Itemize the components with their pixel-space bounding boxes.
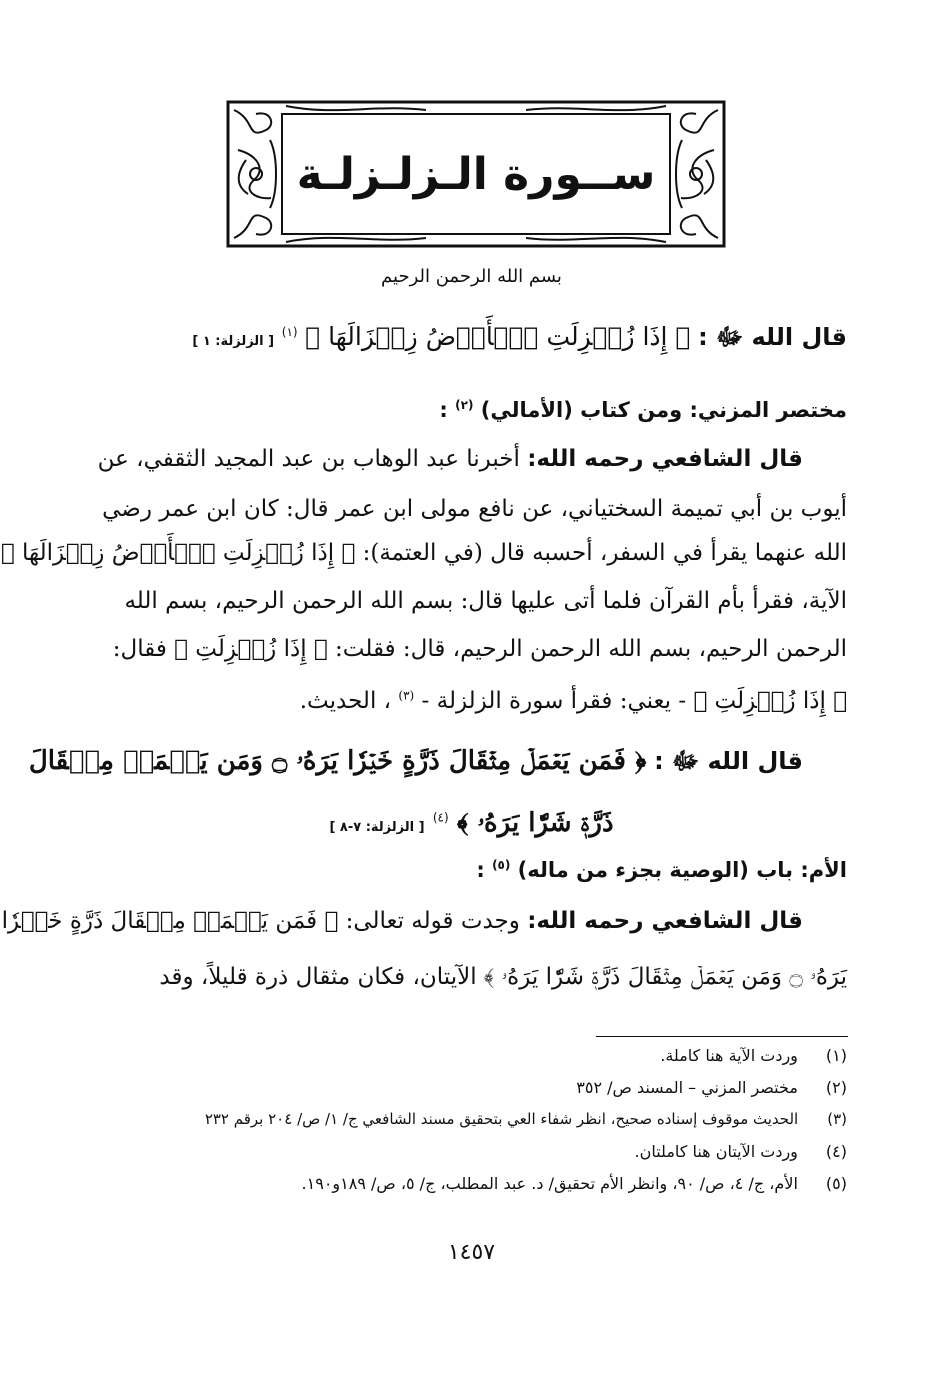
section-heading-umm xyxy=(96,858,847,882)
footnote-text: وردت الآية هنا كاملة. xyxy=(660,1046,798,1065)
ayah-text: ذَرَّةٖ شَرّٗا يَرَهُۥ ﴾ xyxy=(456,808,614,838)
footnote-number: (٤) xyxy=(825,1142,847,1161)
footnote-5 xyxy=(96,1174,847,1193)
footnote-marker: (٣) xyxy=(398,688,415,703)
para-text: ﴿ إِذَا زُلۡزِلَتِ ﴾ - يعني: فقرأ سورة الزلزلة - xyxy=(421,688,847,714)
footnote-separator xyxy=(596,1036,848,1037)
footnote-4 xyxy=(96,1142,847,1161)
para2-line-1 xyxy=(1,908,847,934)
footnote-text: وردت الآيتان هنا كاملتان. xyxy=(634,1142,798,1161)
ayah-reference: [ الزلزلة: ٧-٨ ] xyxy=(329,820,425,835)
section-heading-colon: : xyxy=(439,398,448,422)
quote-1 xyxy=(96,322,847,357)
ayah-text: ﴿ إِذَا زُلۡزِلَتِ ٱلۡأَرۡضُ زِلۡزَالَهَا ﴾ xyxy=(305,322,691,351)
para2-line-2: يَرَهُۥ ۝ وَمَن يَعۡمَلۡ مِثۡقَالَ ذَرَّةٖ شَرّٗا يَرَهُۥ ﴾ الآيتان، فكان مثقال ذرة قليلاً، وقد xyxy=(159,964,847,990)
footnote-number: (١) xyxy=(825,1046,847,1065)
para-lead: قال الشافعي رحمه الله: xyxy=(527,908,803,934)
para1-line-6 xyxy=(96,688,847,714)
footnote-1 xyxy=(96,1046,847,1065)
para1-line-3: الله عنهما يقرأ في السفر، أحسبه قال (في العتمة): ﴿ إِذَا زُلۡزِلَتِ ٱلۡأَرۡضُ زِلۡزَالَهَا ﴾ xyxy=(0,540,847,566)
footnote-marker: (٥) xyxy=(492,858,511,872)
footnote-number: (٥) xyxy=(825,1174,847,1193)
quote-speaker: قال الله ﷻ : xyxy=(698,323,847,351)
footnote-text: مختصر المزني – المسند ص/ ٣٥٢ xyxy=(576,1078,798,1097)
para1-line-2: أيوب بن أبي تميمة السختياني، عن نافع مولى ابن عمر قال: كان ابن عمر رضي xyxy=(102,496,847,522)
ayah-text: ﴿ فَمَن يَعۡمَلۡ مِثۡقَالَ ذَرَّةٍ خَيۡرٗا يَرَهُۥ ۝ وَمَن يَعۡمَلۡ مِثۡقَالَ xyxy=(28,746,647,776)
footnote-number: (٢) xyxy=(825,1078,847,1097)
para1-line-1 xyxy=(96,446,847,472)
quote-2-line-1 xyxy=(28,746,847,781)
footnote-marker: (٤) xyxy=(432,810,449,825)
footnote-text: الحديث موقوف إسناده صحيح، انظر شفاء العي بتحقيق مسند الشافعي ج/ ١/ ص/ ٢٠٤ برقم ٢٣٢ xyxy=(204,1110,799,1128)
footnote-marker: (١) xyxy=(281,325,298,339)
section-heading-colon: : xyxy=(476,858,485,882)
ayah-reference: [ الزلزلة: ١ ] xyxy=(192,334,275,349)
quote-2-line-2 xyxy=(96,808,847,839)
para-lead: قال الشافعي رحمه الله: xyxy=(527,446,803,472)
para-text: وجدت قوله تعالى: ﴿ فَمَن يَعۡمَلۡ مِثۡقَالَ ذَرَّةٍ خَيۡرٗا xyxy=(1,908,520,934)
page-number: ١٤٥٧ xyxy=(447,1240,496,1265)
footnote-text: الأم، ج/ ٤، ص/ ٩٠، وانظر الأم تحقيق/ د. عبد المطلب، ج/ ٥، ص/ ١٨٩و١٩٠. xyxy=(301,1174,798,1193)
footnote-marker: (٢) xyxy=(455,398,474,412)
footnote-number: (٣) xyxy=(827,1110,847,1128)
footnote-3 xyxy=(96,1110,847,1128)
surah-title: ســورة الـزلـزلـة xyxy=(296,148,656,200)
section-heading-mukhtasar xyxy=(96,398,847,422)
para-text: ، الحديث. xyxy=(299,688,392,714)
basmala: بسم الله الرحمن الرحيم xyxy=(381,266,562,287)
para1-line-4: الآية، فقرأ بأم القرآن فلما أتى عليها قال: بسم الله الرحمن الرحيم، بسم الله xyxy=(124,588,847,614)
para1-line-5: الرحمن الرحيم، بسم الله الرحمن الرحيم، قال: فقلت: ﴿ إِذَا زُلۡزِلَتِ ﴾ فقال: xyxy=(112,636,847,662)
para-text: أخبرنا عبد الوهاب بن عبد المجيد الثقفي، عن xyxy=(97,446,520,472)
quote-speaker: قال الله ﷻ : xyxy=(654,747,803,775)
footnote-2 xyxy=(96,1078,847,1097)
section-heading-text: مختصر المزني: ومن كتاب (الأمالي) xyxy=(480,398,847,422)
section-heading-text: الأم: باب (الوصية بجزء من ماله) xyxy=(517,858,847,882)
